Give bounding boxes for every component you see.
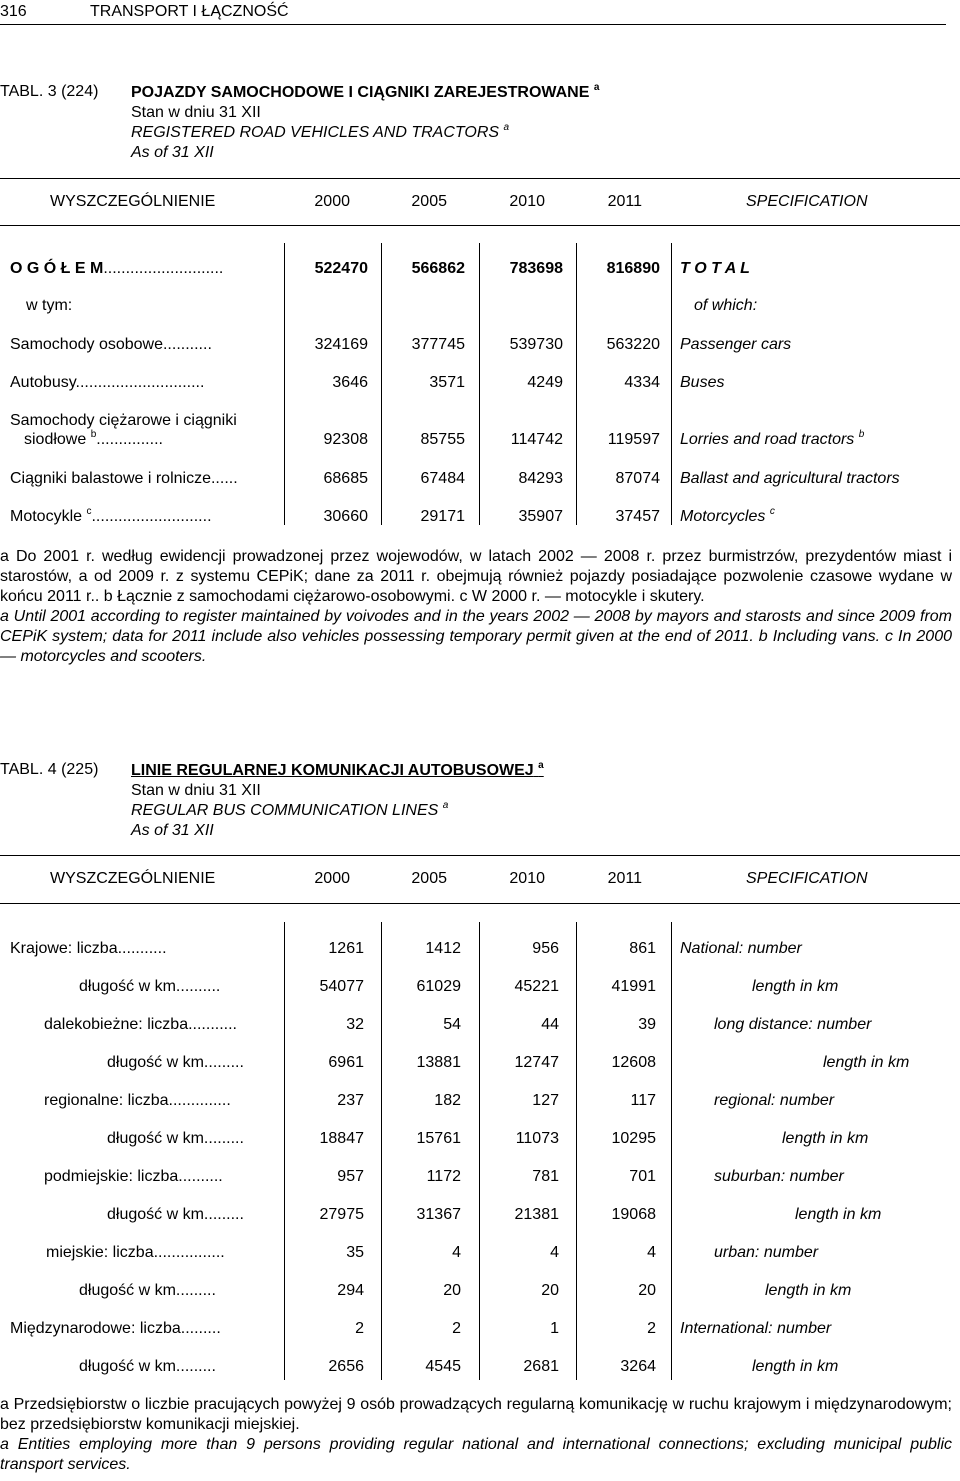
row-value: 12747 <box>514 1054 559 1071</box>
row-label-pl: w tym: <box>26 297 73 314</box>
table4-top-rule <box>0 855 960 856</box>
table3-notes <box>0 547 952 667</box>
row-value: 54077 <box>319 978 364 995</box>
table3-number: TABL. 3 (224) <box>0 83 99 100</box>
table3-head-year: 2005 <box>411 193 447 210</box>
row-label-en: Ballast and agricultural tractors <box>680 470 900 487</box>
row-label-pl: miejskie: liczba................ <box>46 1244 225 1261</box>
row-label-en: regional: number <box>714 1092 835 1109</box>
row-label-pl: podmiejskie: liczba.......... <box>44 1168 223 1185</box>
row-label-pl: długość w km......... <box>107 1130 244 1147</box>
row-label-pl: Krajowe: liczba........... <box>10 940 167 957</box>
row-value: 85755 <box>420 431 465 448</box>
row-value: 35907 <box>518 508 563 525</box>
row-value: 19068 <box>611 1206 656 1223</box>
row-value: 701 <box>629 1168 656 1185</box>
row-value: 4249 <box>527 374 563 391</box>
row-label-pl: Międzynarodowe: liczba......... <box>10 1320 221 1337</box>
table3-head-en: SPECIFICATION <box>746 193 868 210</box>
row-label-en: length in km <box>782 1130 869 1147</box>
row-label-pl: długość w km......... <box>107 1054 244 1071</box>
row-value: 61029 <box>416 978 461 995</box>
row-label-pl: długość w km......... <box>107 1206 244 1223</box>
table4-notes-pl: a Przedsiębiorstw o liczbie pracujących powyżej 9 osób prowadzących regularną komunikację w ruchu krajowym i międzynarodowym; bez przedsiębiorstw komunikacji miejskiej. <box>0 1396 952 1433</box>
table4-date-en: As of 31 XII <box>131 822 214 839</box>
row-label-en: National: number <box>680 940 802 957</box>
table4-title-pl: LINIE REGULARNEJ KOMUNIKACJI AUTOBUSOWEJ $^a$ <box>131 760 544 779</box>
row-label-pl: Motocykle $^c$........................... <box>10 506 212 525</box>
row-label-en: Passenger cars <box>680 336 792 353</box>
row-value: 861 <box>629 940 656 957</box>
row-value: 119597 <box>607 431 660 448</box>
table3-date-en: As of 31 XII <box>131 144 214 161</box>
row-label-pl: długość w km......... <box>79 1282 216 1299</box>
row-label-pl: O G Ó Ł E M........................... <box>10 260 224 277</box>
row-label-en: length in km <box>752 978 839 995</box>
row-value: 3264 <box>620 1358 656 1375</box>
table3-head-rule <box>0 225 960 226</box>
row-label-en: length in km <box>795 1206 882 1223</box>
table4-head-year: 2005 <box>411 870 447 887</box>
row-value: 29171 <box>420 508 465 525</box>
row-value: 35 <box>346 1244 364 1261</box>
row-label-pl: Autobusy............................. <box>10 374 205 391</box>
row-label-pl-cont: siodłowe $^b$............... <box>24 429 163 448</box>
table4-col-divider <box>381 922 382 1380</box>
row-value: 45221 <box>514 978 559 995</box>
row-value: 41991 <box>611 978 656 995</box>
table4-head-pl: WYSZCZEGÓLNIENIE <box>50 870 216 887</box>
row-value: 781 <box>532 1168 559 1185</box>
row-label-en: suburban: number <box>714 1168 844 1185</box>
row-value: 54 <box>443 1016 461 1033</box>
row-value: 18847 <box>319 1130 364 1147</box>
row-label-en: International: number <box>680 1320 832 1337</box>
table3-head-year: 2000 <box>314 193 350 210</box>
table4-head-rule <box>0 903 960 904</box>
row-value: 2681 <box>523 1358 559 1375</box>
table4-notes <box>0 1395 952 1475</box>
row-value: 31367 <box>416 1206 461 1223</box>
row-value: 13881 <box>416 1054 461 1071</box>
row-label-en: long distance: number <box>714 1016 872 1033</box>
row-value: 1412 <box>425 940 461 957</box>
row-value: 11073 <box>515 1130 559 1147</box>
row-value: 20 <box>541 1282 559 1299</box>
row-value: 566862 <box>411 260 465 277</box>
row-value: 2656 <box>328 1358 364 1375</box>
table3-head-year: 2011 <box>607 193 642 210</box>
row-value: 182 <box>434 1092 461 1109</box>
row-label-en: Buses <box>680 374 725 391</box>
row-value: 2 <box>647 1320 656 1337</box>
table4-notes-en: a Entities employing more than 9 persons providing regular national and international connections; excluding municipal public transport services. <box>0 1436 952 1473</box>
table4-head-year: 2011 <box>607 870 642 887</box>
section-title: TRANSPORT I ŁĄCZNOŚĆ <box>90 3 289 20</box>
row-label-pl: regionalne: liczba.............. <box>44 1092 231 1109</box>
row-value: 127 <box>532 1092 559 1109</box>
row-value: 39 <box>638 1016 656 1033</box>
row-label-en: length in km <box>823 1054 910 1071</box>
table4-title-en: REGULAR BUS COMMUNICATION LINES $^a$ <box>131 800 449 819</box>
table3-notes-pl: a Do 2001 r. według ewidencji prowadzonej przez wojewodów, w latach 2002 — 2008 r. przez burmistrzów, prezydentów miast i starostów, a od 2009 r. z systemu CEPiK; dane za 2011 r. obejmują również pojazdy posiadające pozwolenie czasowe wydane w końcu 2011 r.. b Łącznie z samochodami ciężarowo-osobowymi. c W 2000 r. — motocykle i skutery. <box>0 548 952 605</box>
row-value: 324169 <box>314 336 368 353</box>
row-value: 21381 <box>514 1206 559 1223</box>
table3-date-pl: Stan w dniu 31 XII <box>131 104 261 121</box>
row-label-en: T O T A L <box>680 260 750 277</box>
row-value: 4545 <box>425 1358 461 1375</box>
table4-head-en: SPECIFICATION <box>746 870 868 887</box>
row-value: 1172 <box>426 1168 461 1185</box>
row-value: 68685 <box>323 470 368 487</box>
row-value: 4 <box>550 1244 559 1261</box>
row-label-en: urban: number <box>714 1244 819 1261</box>
row-value: 957 <box>337 1168 364 1185</box>
row-value: 4334 <box>624 374 660 391</box>
row-value: 44 <box>541 1016 559 1033</box>
row-value: 27975 <box>319 1206 364 1223</box>
table3-col-divider <box>576 243 577 525</box>
page-number: 316 <box>0 3 27 20</box>
row-label-pl: Samochody ciężarowe i ciągniki <box>10 412 237 429</box>
row-value: 1261 <box>328 940 364 957</box>
row-value: 2 <box>452 1320 461 1337</box>
row-value: 539730 <box>509 336 563 353</box>
row-value: 783698 <box>509 260 563 277</box>
table4-number: TABL. 4 (225) <box>0 761 99 778</box>
table3-top-rule <box>0 178 960 179</box>
table4-col-divider <box>671 922 672 1380</box>
row-value: 3646 <box>332 374 368 391</box>
row-value: 6961 <box>328 1054 364 1071</box>
row-value: 1 <box>550 1320 559 1337</box>
row-label-en: Motorcycles $^c$ <box>680 506 775 525</box>
row-label-pl: długość w km.......... <box>79 978 221 995</box>
table3-col-divider <box>671 243 672 525</box>
row-value: 117 <box>630 1092 656 1109</box>
row-value: 816890 <box>606 260 660 277</box>
table3-head-year: 2010 <box>509 193 545 210</box>
row-value: 92308 <box>323 431 368 448</box>
table4-col-divider <box>284 922 285 1380</box>
row-value: 4 <box>647 1244 656 1261</box>
row-value: 87074 <box>615 470 660 487</box>
row-label-en: Lorries and road tractors $^b$ <box>680 429 865 448</box>
row-label-pl: dalekobieżne: liczba........... <box>44 1016 237 1033</box>
row-label-en: length in km <box>752 1358 839 1375</box>
row-value: 563220 <box>606 336 660 353</box>
row-value: 114742 <box>510 431 563 448</box>
table4-head-year: 2000 <box>314 870 350 887</box>
row-value: 4 <box>452 1244 461 1261</box>
table3-col-divider <box>479 243 480 525</box>
row-value: 20 <box>638 1282 656 1299</box>
page-header <box>0 0 946 25</box>
row-value: 2 <box>355 1320 364 1337</box>
table4-date-pl: Stan w dniu 31 XII <box>131 782 261 799</box>
table4-head-year: 2010 <box>509 870 545 887</box>
row-value: 377745 <box>411 336 465 353</box>
row-value: 956 <box>532 940 559 957</box>
row-value: 37457 <box>615 508 660 525</box>
row-label-pl: Ciągniki balastowe i rolnicze...... <box>10 470 238 487</box>
table3-col-divider <box>284 243 285 525</box>
row-value: 15761 <box>416 1130 461 1147</box>
row-value: 84293 <box>518 470 563 487</box>
row-label-en: length in km <box>765 1282 852 1299</box>
table3-title-en: REGISTERED ROAD VEHICLES AND TRACTORS $^a$ <box>131 122 510 141</box>
table3-title-pl: POJAZDY SAMOCHODOWE I CIĄGNIKI ZAREJESTROWANE $^a$ <box>131 82 600 101</box>
row-value: 237 <box>337 1092 364 1109</box>
row-label-pl: długość w km......... <box>79 1358 216 1375</box>
table3-col-divider <box>381 243 382 525</box>
row-value: 20 <box>443 1282 461 1299</box>
row-value: 10295 <box>611 1130 656 1147</box>
row-value: 67484 <box>420 470 465 487</box>
row-value: 32 <box>346 1016 364 1033</box>
row-value: 3571 <box>429 374 465 391</box>
row-value: 522470 <box>314 260 368 277</box>
table4-col-divider <box>576 922 577 1380</box>
row-label-en: of which: <box>694 297 758 314</box>
table3-notes-en: a Until 2001 according to register maintained by voivodes and in the years 2002 — 2008 by mayors and starosts and since 2009 from CEPiK system; data for 2011 include also vehicles possessing temporary permit given at the end of 2011. b Including vans. c In 2000 — motorcycles and scooters. <box>0 608 952 665</box>
row-value: 30660 <box>323 508 368 525</box>
row-value: 12608 <box>611 1054 656 1071</box>
table4-col-divider <box>479 922 480 1380</box>
table3-head-pl: WYSZCZEGÓLNIENIE <box>50 193 216 210</box>
row-label-pl: Samochody osobowe........... <box>10 336 212 353</box>
row-value: 294 <box>337 1282 364 1299</box>
